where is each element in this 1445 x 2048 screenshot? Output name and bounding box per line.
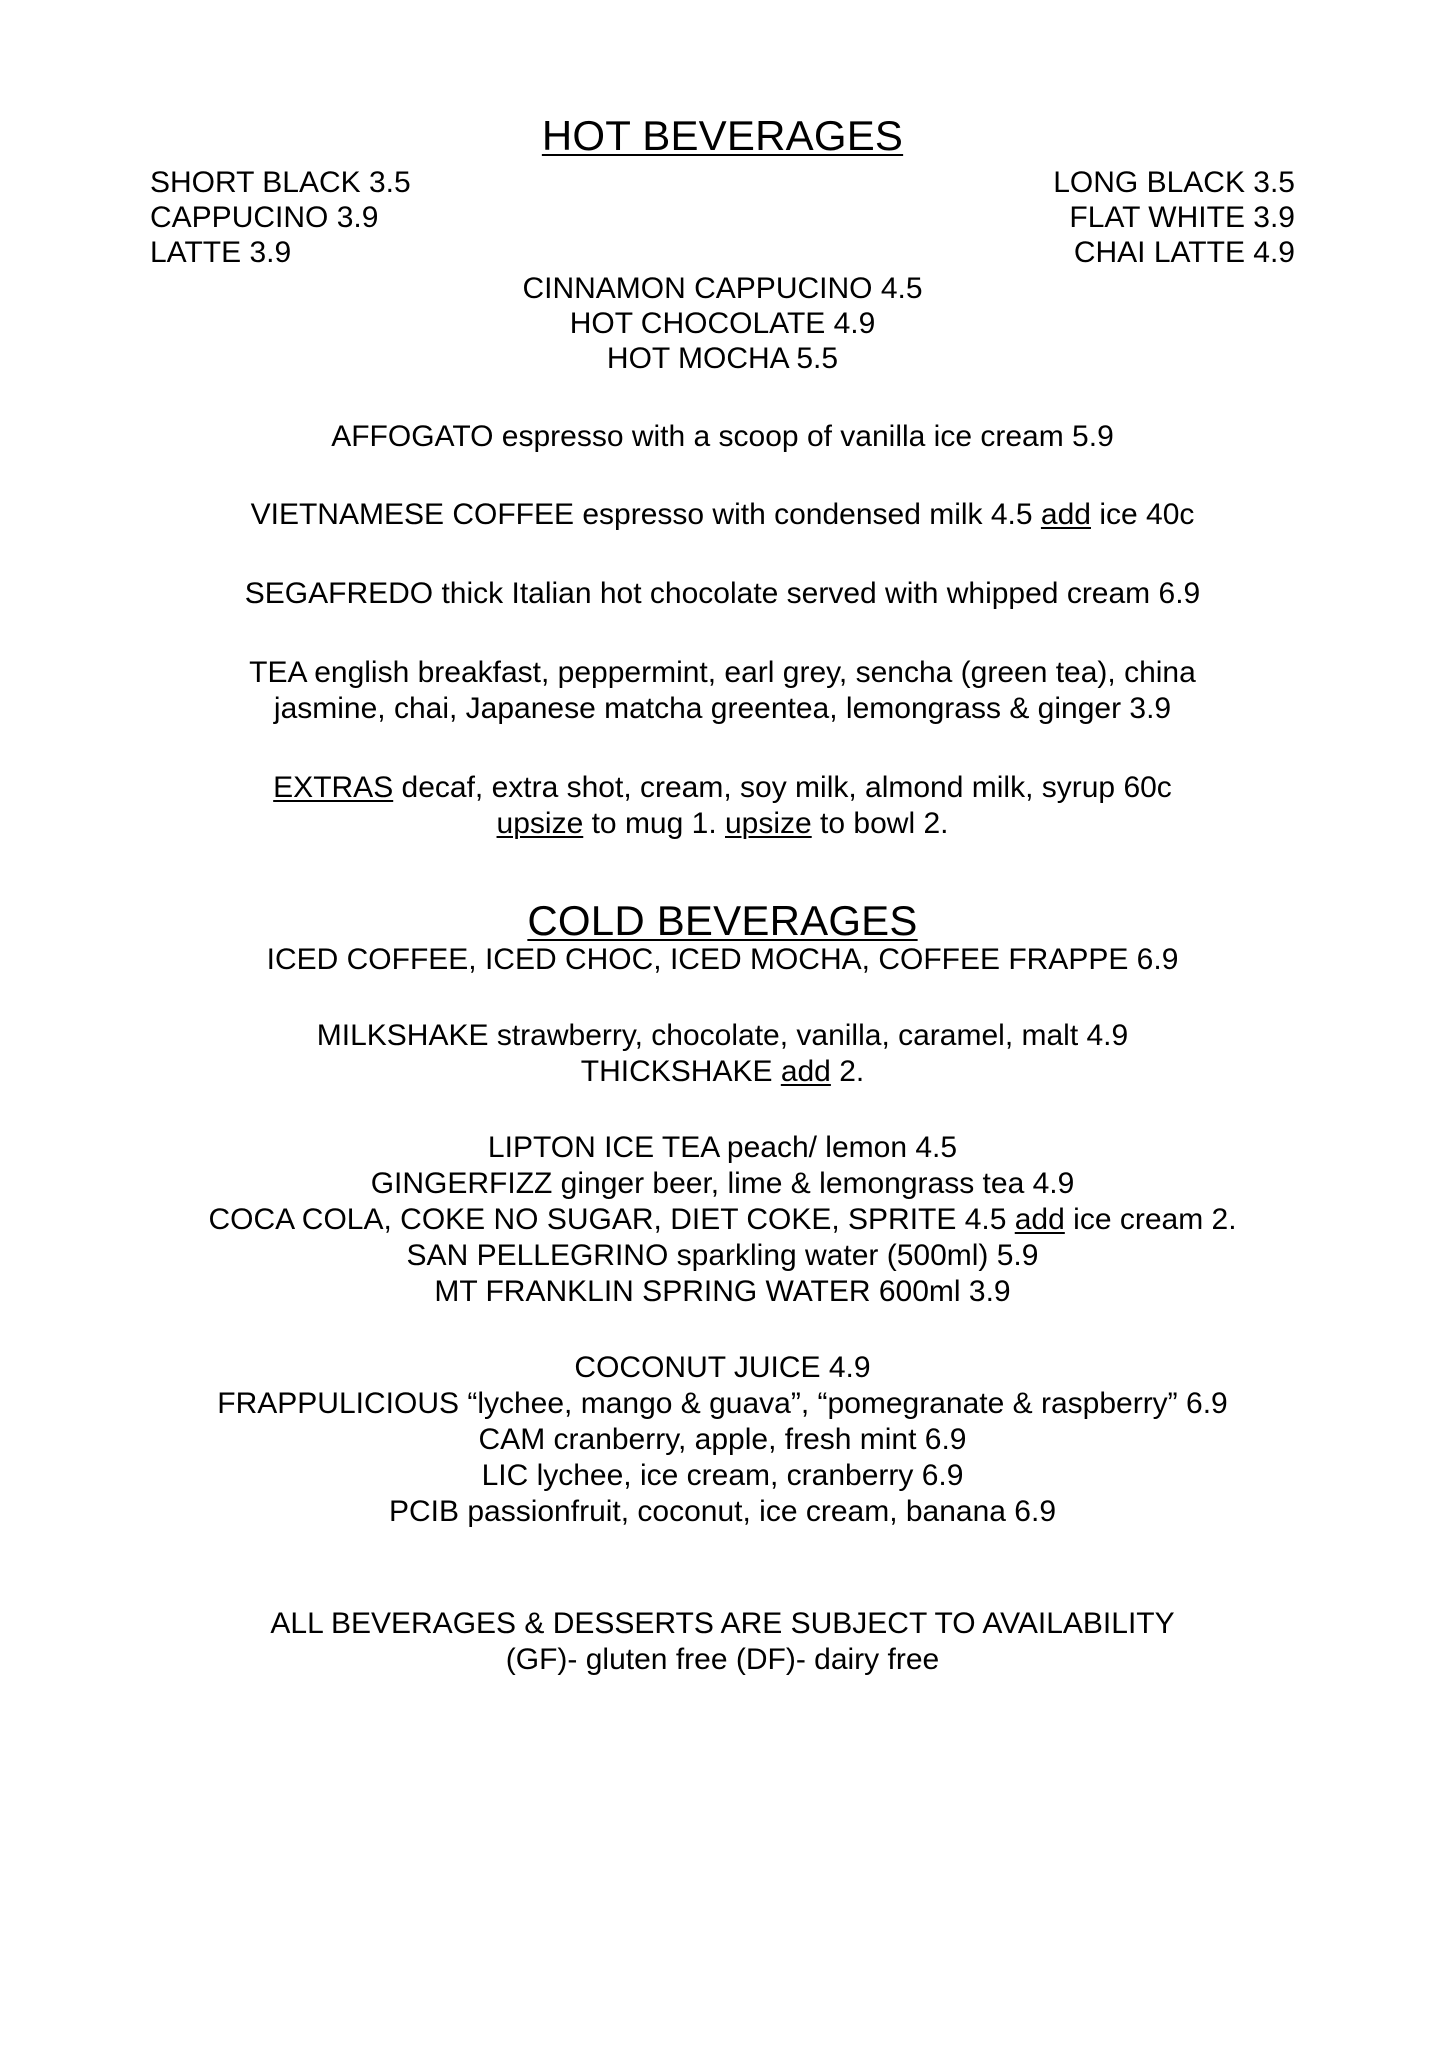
pellegrino-item: SAN PELLEGRINO sparkling water (500ml) 5.9 [406, 1238, 1039, 1272]
tea-text-line-1: TEA english breakfast, peppermint, earl grey, sencha (green tea), china [249, 655, 1196, 689]
affogato-item [0, 419, 1445, 456]
availability-notice: ALL BEVERAGES & DESSERTS ARE SUBJECT TO AVAILABILITY [270, 1606, 1175, 1640]
hot-beverages-two-column-list [0, 166, 1445, 270]
menu-item: LATTE 3.9 [150, 235, 292, 269]
coke-suffix: ice cream 2. [1064, 1202, 1237, 1236]
cam-juice-item: CAM cranberry, apple, fresh mint 6.9 [478, 1422, 967, 1456]
menu-item: CINNAMON CAPPUCINO 4.5 [522, 272, 923, 306]
menu-item: HOT MOCHA 5.5 [606, 342, 839, 376]
extras-label-underlined: EXTRAS [273, 770, 394, 804]
coke-prefix: COCA COLA, COKE NO SUGAR, DIET COKE, SPRITE 4.5 [208, 1202, 1015, 1236]
menu-item: SHORT BLACK 3.5 [150, 166, 411, 200]
menu-item: CHAI LATTE 4.9 [1073, 235, 1295, 269]
thickshake-suffix: 2. [830, 1054, 865, 1088]
menu-item: FLAT WHITE 3.9 [1069, 200, 1295, 234]
hot-right-column [1053, 166, 1445, 270]
milkshake-group [0, 1018, 1445, 1090]
upsize-bowl-text: to bowl 2. [811, 807, 949, 841]
frappulicious-item: FRAPPULICIOUS “lychee, mango & guava”, “pomegranate & raspberry” 6.9 [217, 1386, 1228, 1420]
upsize-line [0, 806, 1445, 843]
hot-beverages-heading [0, 114, 1445, 158]
segafredo-item [0, 576, 1445, 613]
coke-item [0, 1202, 1445, 1238]
iced-drinks-text: ICED COFFEE, ICED CHOC, ICED MOCHA, COFFEE FRAPPE 6.9 [266, 943, 1179, 977]
menu-item: LONG BLACK 3.5 [1053, 166, 1295, 200]
affogato-text: AFFOGATO espresso with a scoop of vanilla ice cream 5.9 [331, 419, 1114, 453]
menu-item: HOT CHOCOLATE 4.9 [569, 307, 876, 341]
segafredo-text: SEGAFREDO thick Italian hot chocolate served with whipped cream 6.9 [244, 577, 1201, 611]
vietnamese-coffee-text: VIETNAMESE COFFEE espresso with condensed milk 4.5 [250, 498, 1041, 532]
vietnamese-add-underlined: add [1040, 498, 1091, 532]
thickshake-add-underlined: add [780, 1054, 831, 1088]
thickshake-prefix: THICKSHAKE [580, 1054, 781, 1088]
thickshake-item [0, 1054, 1445, 1090]
coconut-juice-item: COCONUT JUICE 4.9 [574, 1350, 871, 1384]
coke-add-underlined: add [1014, 1202, 1065, 1236]
extras-item [0, 770, 1445, 843]
dietary-legend: (GF)- gluten free (DF)- dairy free [505, 1642, 940, 1676]
hot-centered-items [0, 272, 1445, 376]
juices-group [0, 1350, 1445, 1530]
tea-item [0, 655, 1445, 728]
vietnamese-coffee-item [0, 497, 1445, 534]
extras-text: decaf, extra shot, cream, soy milk, almond milk, syrup 60c [393, 770, 1172, 804]
tea-text-line-2: jasmine, chai, Japanese matcha greentea, lemongrass & ginger 3.9 [273, 692, 1172, 726]
extras-line-1 [0, 770, 1445, 807]
upsize-mug-underlined: upsize [496, 807, 584, 841]
soft-drinks-group [0, 1130, 1445, 1310]
lipton-item: LIPTON ICE TEA peach/ lemon 4.5 [487, 1130, 958, 1164]
lic-juice-item: LIC lychee, ice cream, cranberry 6.9 [481, 1458, 964, 1492]
menu-item: CAPPUCINO 3.9 [150, 200, 379, 234]
hot-left-column [0, 166, 411, 270]
gingerfizz-item: GINGERFIZZ ginger beer, lime & lemongrass tea 4.9 [370, 1166, 1075, 1200]
cold-beverages-heading [0, 899, 1445, 943]
cold-beverages-heading-text: COLD BEVERAGES [527, 897, 918, 945]
mt-franklin-item: MT FRANKLIN SPRING WATER 600ml 3.9 [434, 1274, 1011, 1308]
pcib-juice-item: PCIB passionfruit, coconut, ice cream, banana 6.9 [388, 1494, 1057, 1528]
vietnamese-coffee-suffix: ice 40c [1090, 498, 1195, 532]
hot-beverages-heading-text: HOT BEVERAGES [541, 112, 904, 159]
iced-drinks-item [0, 943, 1445, 978]
upsize-bowl-underlined: upsize [725, 807, 812, 841]
menu-footer [0, 1606, 1445, 1678]
upsize-mug-text: to mug 1. [583, 807, 725, 841]
milkshake-item: MILKSHAKE strawberry, chocolate, vanilla, caramel, malt 4.9 [316, 1018, 1129, 1052]
